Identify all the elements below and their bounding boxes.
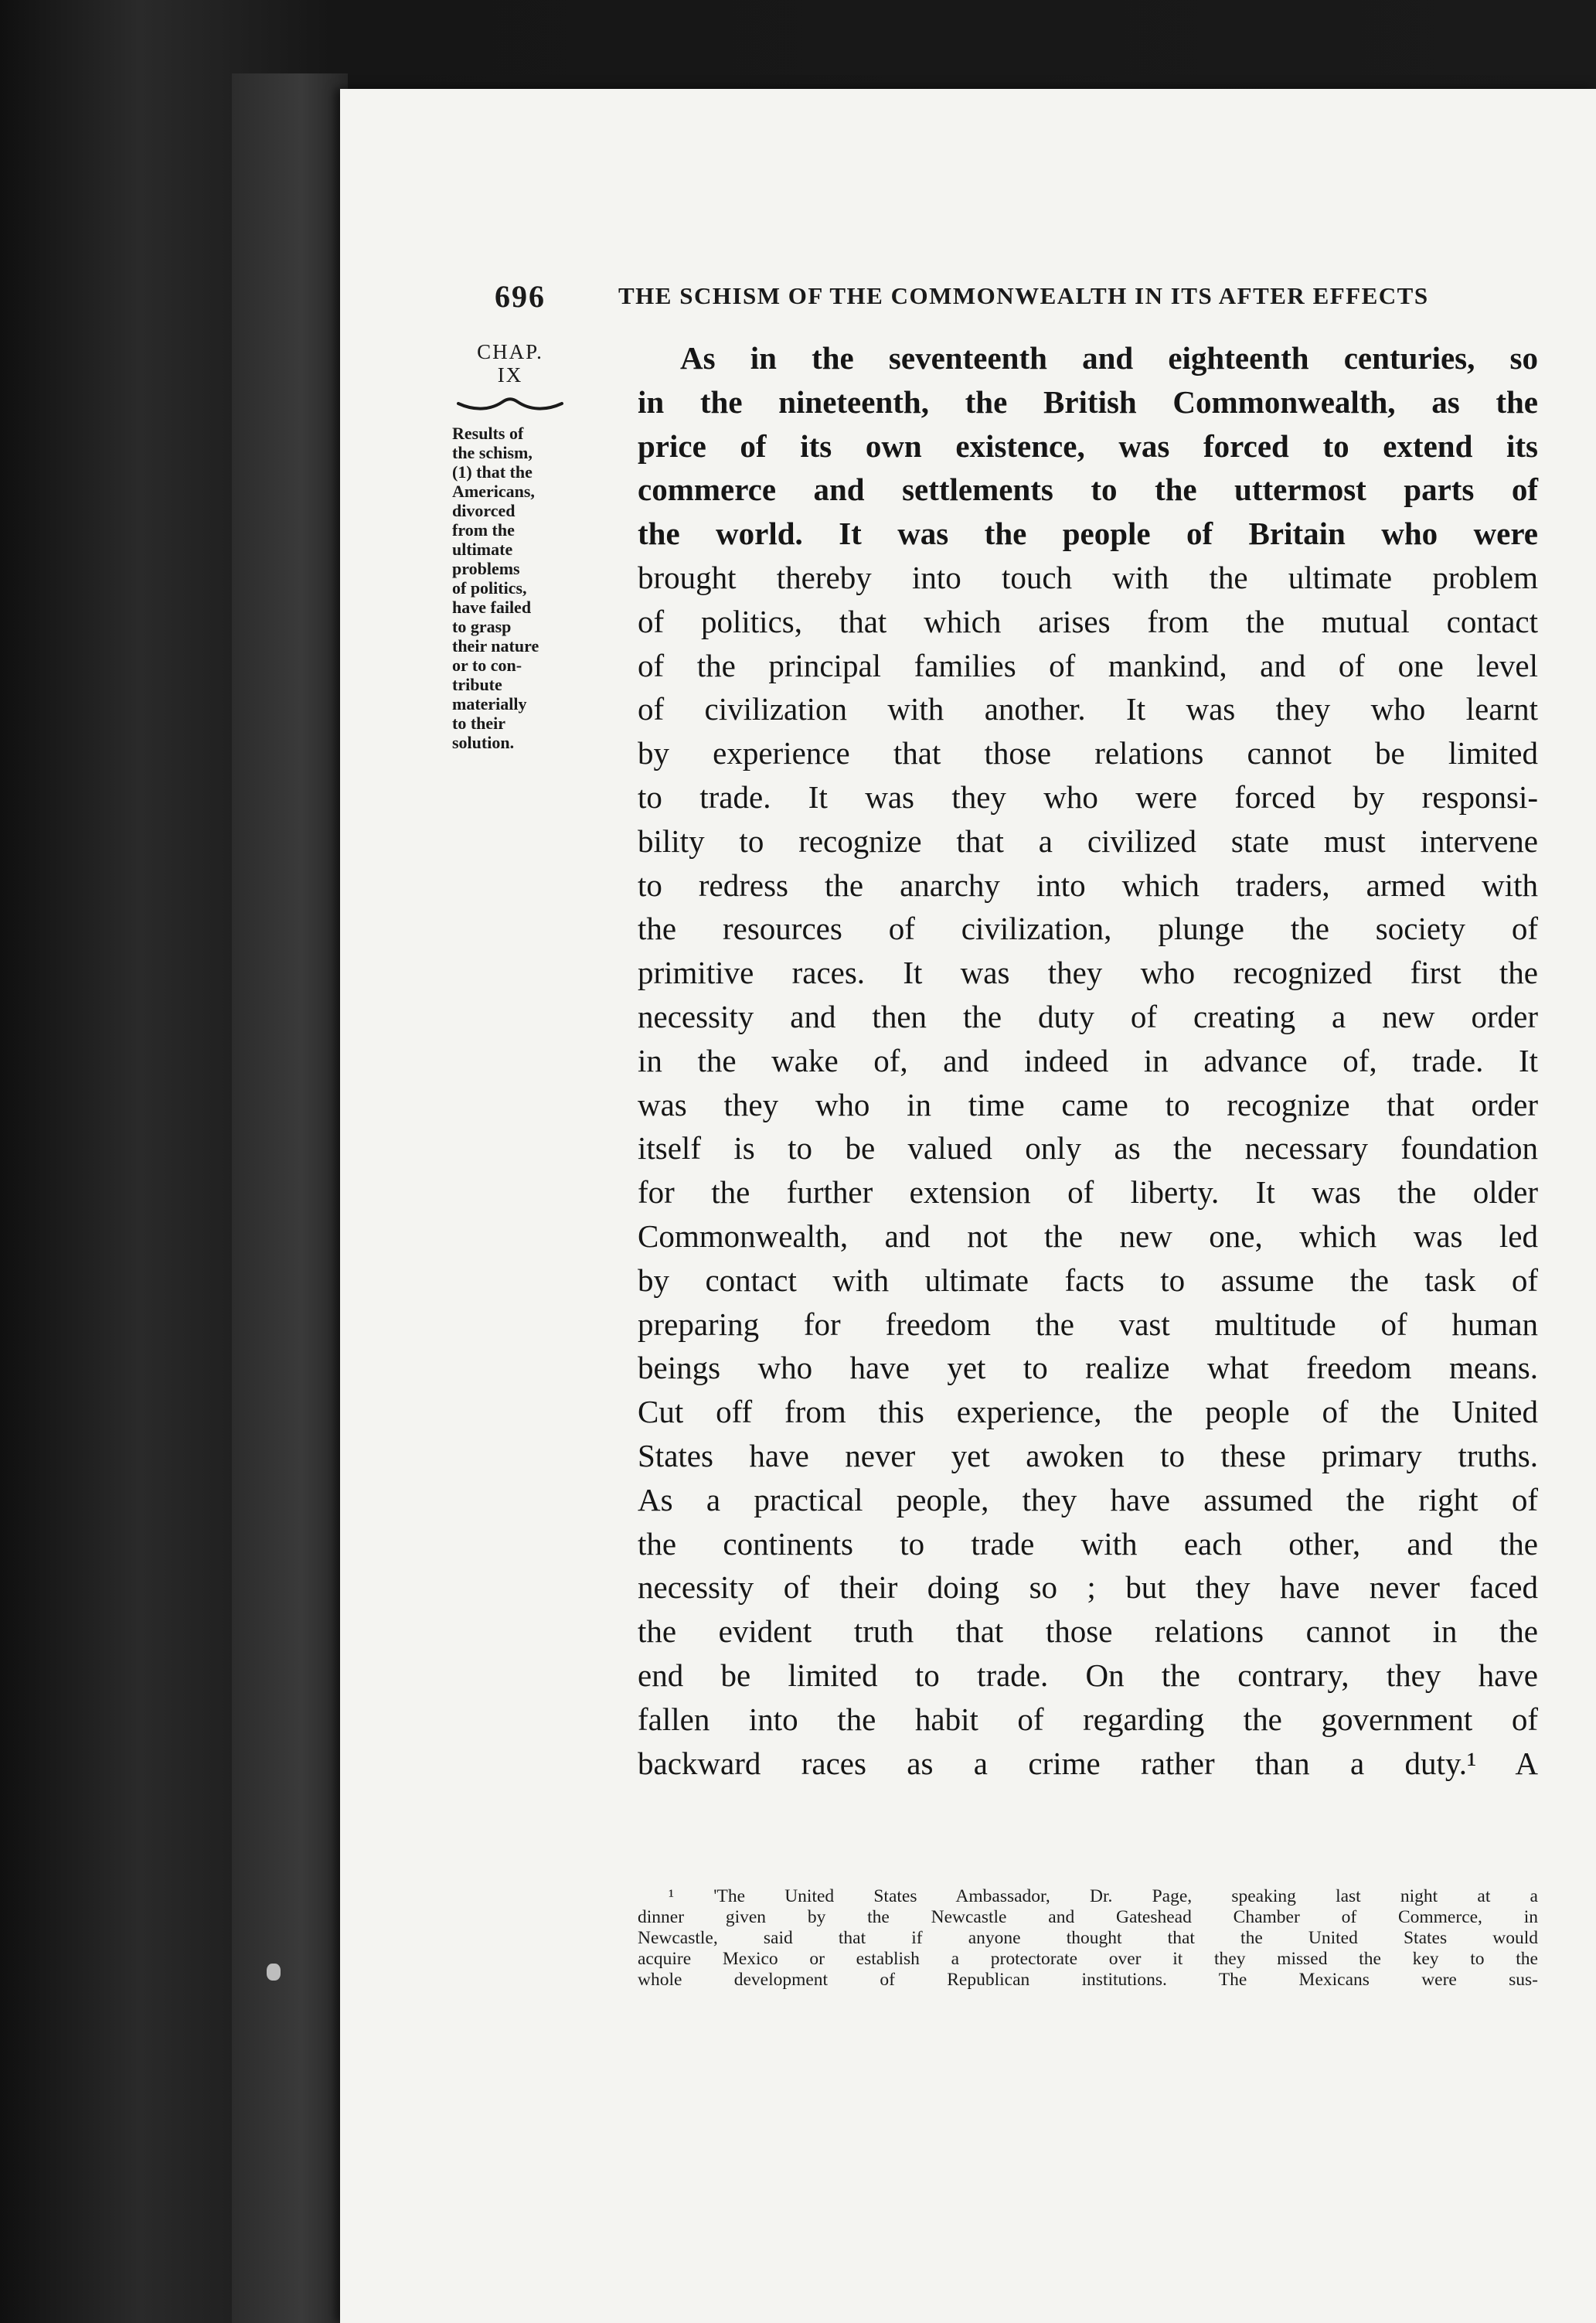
- text-line: commerce and settlements to the uttermost parts of: [638, 472, 1538, 508]
- margin-area: [452, 340, 599, 752]
- text-line: was they who in time came to recognize that order: [638, 1086, 1538, 1122]
- text-line: the resources of civilization, plunge the society of: [638, 911, 1538, 947]
- marginal-note-line: Results of: [452, 424, 524, 443]
- marginal-note-line: from the: [452, 520, 515, 540]
- text-line: itself is to be valued only as the necessary foundation: [638, 1130, 1538, 1167]
- text-line: the continents to trade with each other, and the: [638, 1525, 1538, 1562]
- marginal-note-line: (1) that the: [452, 462, 533, 482]
- footnote: [638, 1886, 1538, 1991]
- text-line: As a practical people, they have assumed the right of: [638, 1481, 1538, 1517]
- book-page: [340, 89, 1596, 2323]
- text-line: As in the seventeenth and eighteenth centuries, so: [680, 340, 1538, 376]
- marginal-note-line: tribute: [452, 675, 502, 694]
- text-line: fallen into the habit of regarding the government of: [638, 1701, 1538, 1737]
- text-line: of the principal families of mankind, and of one level: [638, 647, 1538, 683]
- marginal-note-line: Americans,: [452, 482, 535, 501]
- text-line: necessity and then the duty of creating a new order: [638, 998, 1538, 1034]
- text-line: beings who have yet to realize what freedom means.: [638, 1350, 1538, 1386]
- body-text: [638, 336, 1538, 1785]
- text-line: Commonwealth, and not the new one, which was led: [638, 1218, 1538, 1254]
- marginal-note-line: have failed: [452, 598, 532, 617]
- text-line: Cut off from this experience, the people of the United: [638, 1394, 1538, 1430]
- text-line: for the further extension of liberty. It was the older: [638, 1174, 1538, 1211]
- scan-artifact: [267, 1964, 281, 1981]
- text-line: to redress the anarchy into which traders, armed with: [638, 867, 1538, 903]
- book-edge: [232, 73, 348, 2323]
- text-line: backward races as a crime rather than a duty.¹ A: [638, 1745, 1538, 1781]
- text-line: by experience that those relations cannot be limited: [638, 735, 1538, 771]
- marginal-note-line: problems: [452, 559, 520, 578]
- text-line: end be limited to trade. On the contrary, they have: [638, 1657, 1538, 1693]
- marginal-note-line: materially: [452, 694, 527, 714]
- marginal-note-line: of politics,: [452, 578, 527, 598]
- ornament-swash-icon: [452, 390, 568, 413]
- text-line: preparing for freedom the vast multitude of human: [638, 1306, 1538, 1342]
- marginal-note-line: or to con-: [452, 656, 522, 675]
- footnote-line: acquire Mexico or establish a protectorate over it they missed the key to the: [638, 1949, 1538, 1969]
- marginal-note-line: their nature: [452, 636, 539, 656]
- marginal-note-line: solution.: [452, 733, 515, 752]
- marginal-note-line: to their: [452, 714, 506, 733]
- text-line: of civilization with another. It was they who learnt: [638, 691, 1538, 727]
- running-head: THE SCHISM OF THE COMMONWEALTH IN ITS AFTER EFFECTS: [618, 282, 1429, 309]
- text-line: the evident truth that those relations cannot in the: [638, 1613, 1538, 1650]
- text-line: States have never yet awoken to these primary truths.: [638, 1437, 1538, 1473]
- text-line: price of its own existence, was forced to extend its: [638, 427, 1538, 464]
- page-number: 696: [495, 279, 546, 314]
- text-line: of politics, that which arises from the mutual contact: [638, 603, 1538, 639]
- footnote-line: Newcastle, said that if anyone thought that the United States would: [638, 1928, 1538, 1948]
- text-line: to trade. It was they who were forced by responsi-: [638, 778, 1538, 815]
- text-line: the world. It was the people of Britain who were: [638, 516, 1538, 552]
- marginal-note-line: ultimate: [452, 540, 513, 559]
- text-line: primitive races. It was they who recognized first the: [638, 955, 1538, 991]
- chapter-label-text: CHAP.: [477, 340, 543, 363]
- chapter-label: [452, 340, 568, 387]
- text-line: bility to recognize that a civilized state must intervene: [638, 823, 1538, 859]
- marginal-note-line: to grasp: [452, 617, 512, 636]
- text-line: in the wake of, and indeed in advance of, trade. It: [638, 1042, 1538, 1078]
- text-line: brought thereby into touch with the ultimate problem: [638, 559, 1538, 595]
- marginal-note: [452, 424, 595, 752]
- text-line: in the nineteenth, the British Commonwealth, as the: [638, 383, 1538, 420]
- chapter-number: IX: [497, 363, 523, 387]
- marginal-note-line: divorced: [452, 501, 516, 520]
- footnote-line: ¹ 'The United States Ambassador, Dr. Page, speaking last night at a: [669, 1886, 1538, 1906]
- text-line: by contact with ultimate facts to assume the task of: [638, 1262, 1538, 1298]
- footnote-line: dinner given by the Newcastle and Gateshead Chamber of Commerce, in: [638, 1907, 1538, 1927]
- text-line: necessity of their doing so ; but they have never faced: [638, 1569, 1538, 1606]
- marginal-note-line: the schism,: [452, 443, 533, 462]
- footnote-line: whole development of Republican institutions. The Mexicans were sus-: [638, 1970, 1538, 1990]
